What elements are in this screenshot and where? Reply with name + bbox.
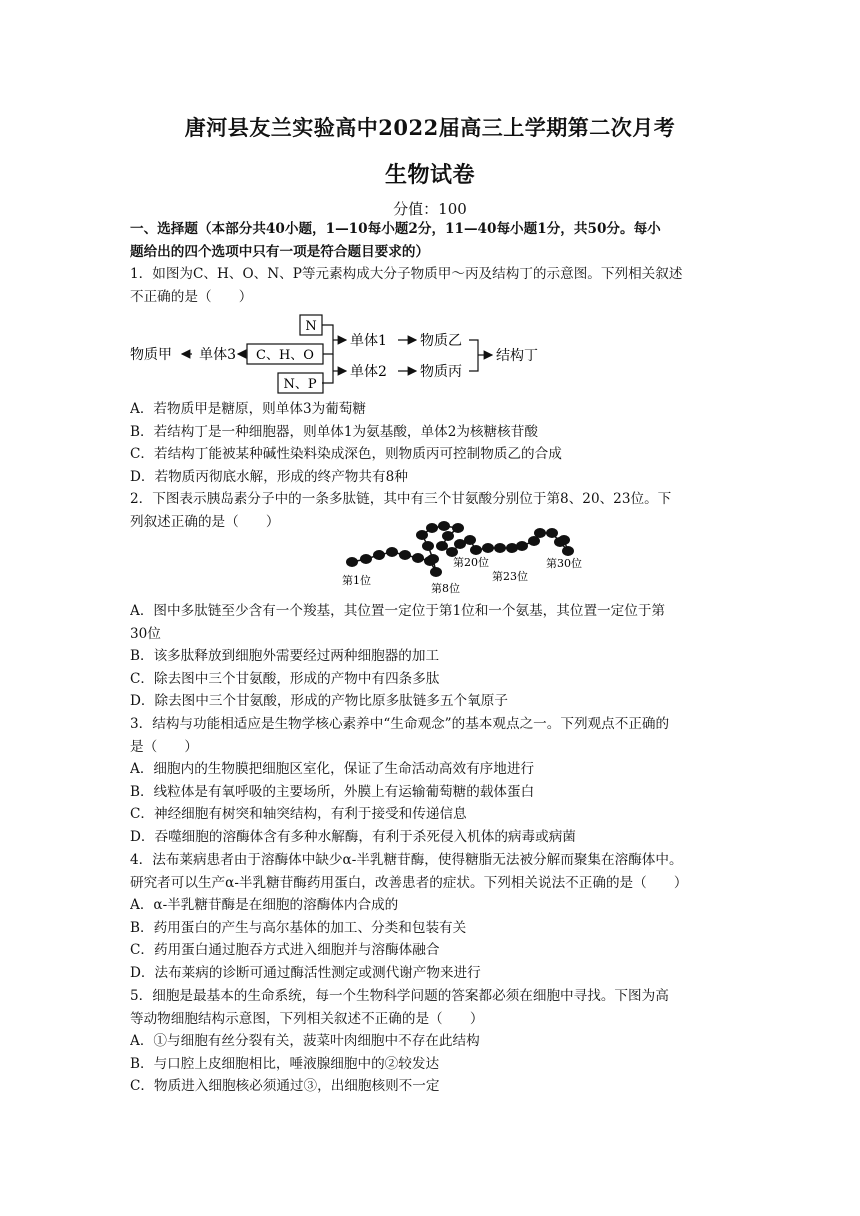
q2-option-a: A．图中多肽链至少含有一个羧基，其位置一定位于第1位和一个氨基，其位置一定位于第: [130, 603, 666, 619]
q2-option-b: B．该多肽释放到细胞外需要经过两种细胞器的加工: [130, 648, 440, 664]
question-5: [130, 985, 742, 1098]
q5-option-b: B．与口腔上皮细胞相比，唾液腺细胞中的②较发达: [130, 1055, 440, 1072]
amino-acid-bead: [436, 541, 448, 551]
question-3: [130, 713, 742, 848]
label-pos-8: 第8位: [431, 582, 460, 595]
amino-acid-bead: [482, 543, 494, 553]
q5-option-c: C．物质进入细胞核必须通过③，出细胞核则不一定: [130, 1078, 440, 1094]
label-pos-1: 第1位: [342, 574, 371, 587]
amino-acid-bead: [470, 545, 482, 555]
monomer-1-label: 单体1: [350, 333, 387, 349]
q5-stem-line-2: 等动物细胞结构示意图，下列相关叙述不正确的是（ ）: [130, 1010, 484, 1027]
question-2-options: [130, 600, 742, 713]
amino-acid-bead: [442, 531, 454, 541]
score-line: 分值：100: [393, 200, 467, 218]
amino-acid-bead: [430, 567, 442, 577]
monomer-2-label: 单体2: [350, 364, 387, 380]
q3-option-b: B．线粒体是有氧呼吸的主要场所，外膜上有运输葡萄糖的载体蛋白: [130, 783, 535, 800]
substance-bing-label: 物质丙: [420, 364, 462, 380]
amino-acid-bead: [360, 554, 372, 564]
amino-acid-bead: [346, 557, 358, 567]
amino-acid-bead: [494, 543, 506, 553]
q1-option-b: B．若结构丁是一种细胞器，则单体1为氨基酸，单体2为核糖核苷酸: [130, 423, 538, 440]
amino-acid-bead: [427, 554, 439, 564]
q2-stem-line-1: 2．下图表示胰岛素分子中的一条多肽链，其中有三个甘氨酸分别位于第8、20、23位。下: [130, 491, 672, 507]
amino-acid-bead: [438, 521, 450, 531]
q4-stem-line-1: 4．法布莱病患者由于溶酶体中缺少α-半乳糖苷酶，使得糖脂无法被分解而聚集在溶酶体中。: [130, 852, 683, 868]
q2-stem-line-2: 列叙述正确的是（ ）: [130, 513, 280, 530]
amino-acid-bead: [562, 546, 574, 556]
label-pos-30: 第30位: [546, 557, 582, 570]
chon-label: C、H、O: [256, 348, 314, 363]
amino-acid-bead: [373, 550, 385, 560]
q2-option-c: C．除去图中三个甘氨酸，形成的产物中有四条多肽: [130, 670, 440, 687]
section-line-2: 题给出的四个选项中只有一项是符合题目要求的）: [130, 243, 430, 260]
q1-option-a: A．若物质甲是糖原，则单体3为葡萄糖: [130, 401, 366, 417]
q3-option-a: A．细胞内的生物膜把细胞区室化，保证了生命活动高效有序地进行: [130, 761, 535, 777]
np-label: N、P: [283, 377, 317, 392]
section-line-1: 一、选择题（本部分共40小题，1—10每小题2分，11—40每小题1分，共50分。每小: [130, 221, 661, 237]
question-4: [130, 849, 742, 984]
q5-option-a: A．①与细胞有丝分裂有关，菠菜叶肉细胞中不存在此结构: [130, 1033, 480, 1049]
q4-option-d: D．法布莱病的诊断可通过酶活性测定或测代谢产物来进行: [130, 964, 481, 981]
amino-acid-bead: [452, 523, 464, 533]
amino-acid-bead: [558, 535, 570, 545]
q2-option-a-cont: 30位: [130, 625, 161, 642]
q5-stem-line-1: 5．细胞是最基本的生命系统，每一个生物科学问题的答案都必须在细胞中寻找。下图为高: [130, 988, 669, 1004]
exam-title: 唐河县友兰实验高中2022届高三上学期第二次月考: [184, 115, 676, 140]
substance-yi-label: 物质乙: [420, 333, 462, 349]
question-1-stem: [130, 263, 742, 308]
amino-acid-bead: [516, 541, 528, 551]
q3-stem-line-2: 是（ ）: [130, 738, 198, 755]
q1-option-c: C．若结构丁能被某种碱性染料染成深色，则物质丙可控制物质乙的合成: [130, 446, 562, 462]
structure-ding-label: 结构丁: [496, 348, 538, 364]
amino-acid-bead: [534, 528, 546, 538]
amino-acid-bead: [464, 535, 476, 545]
q4-option-b: B．药用蛋白的产生与高尔基体的加工、分类和包装有关: [130, 919, 467, 936]
label-pos-23: 第23位: [492, 570, 528, 583]
amino-acid-bead: [546, 528, 558, 538]
q3-option-c: C．神经细胞有树突和轴突结构，有利于接受和传递信息: [130, 806, 467, 822]
exam-subtitle: 生物试卷: [384, 162, 475, 188]
question-1-options: [130, 398, 742, 488]
substance-jia-label: 物质甲: [130, 347, 172, 363]
q1-stem-line-1: 1．如图为C、H、O、N、P等元素构成大分子物质甲～丙及结构丁的示意图。下列相关叙述: [130, 266, 683, 282]
n-label: N: [305, 319, 317, 334]
q4-option-a: A．α-半乳糖苷酶是在细胞的溶酶体内合成的: [130, 897, 399, 913]
q3-option-d: D．吞噬细胞的溶酶体含有多种水解酶，有利于杀死侵入机体的病毒或病菌: [130, 828, 576, 845]
q3-stem-line-1: 3．结构与功能相适应是生物学核心素养中“生命观念”的基本观点之一。下列观点不正确的: [130, 716, 670, 732]
amino-acid-bead: [506, 543, 518, 553]
amino-acid-bead: [399, 550, 411, 560]
amino-acid-bead: [416, 530, 428, 540]
amino-acid-bead: [412, 553, 424, 563]
q1-stem-line-2: 不正确的是（ ）: [130, 288, 253, 305]
q2-polypeptide-diagram: [336, 514, 586, 600]
section-header: [130, 218, 742, 263]
amino-acid-bead: [426, 523, 438, 533]
label-pos-20: 第20位: [453, 556, 489, 569]
q1-option-d: D．若物质丙彻底水解，形成的终产物共有8种: [130, 468, 408, 485]
q4-option-c: C．药用蛋白通过胞吞方式进入细胞并与溶酶体融合: [130, 942, 440, 958]
q2-option-d: D．除去图中三个甘氨酸，形成的产物比原多肽链多五个氧原子: [130, 693, 508, 709]
monomer-3-label: 单体3: [199, 347, 236, 363]
q4-stem-line-2: 研究者可以生产α-半乳糖苷酶药用蛋白，改善患者的症状。下列相关说法不正确的是（ ）: [130, 874, 688, 891]
amino-acid-bead: [386, 547, 398, 557]
amino-acid-bead: [422, 541, 434, 551]
q1-element-diagram: [128, 310, 558, 398]
